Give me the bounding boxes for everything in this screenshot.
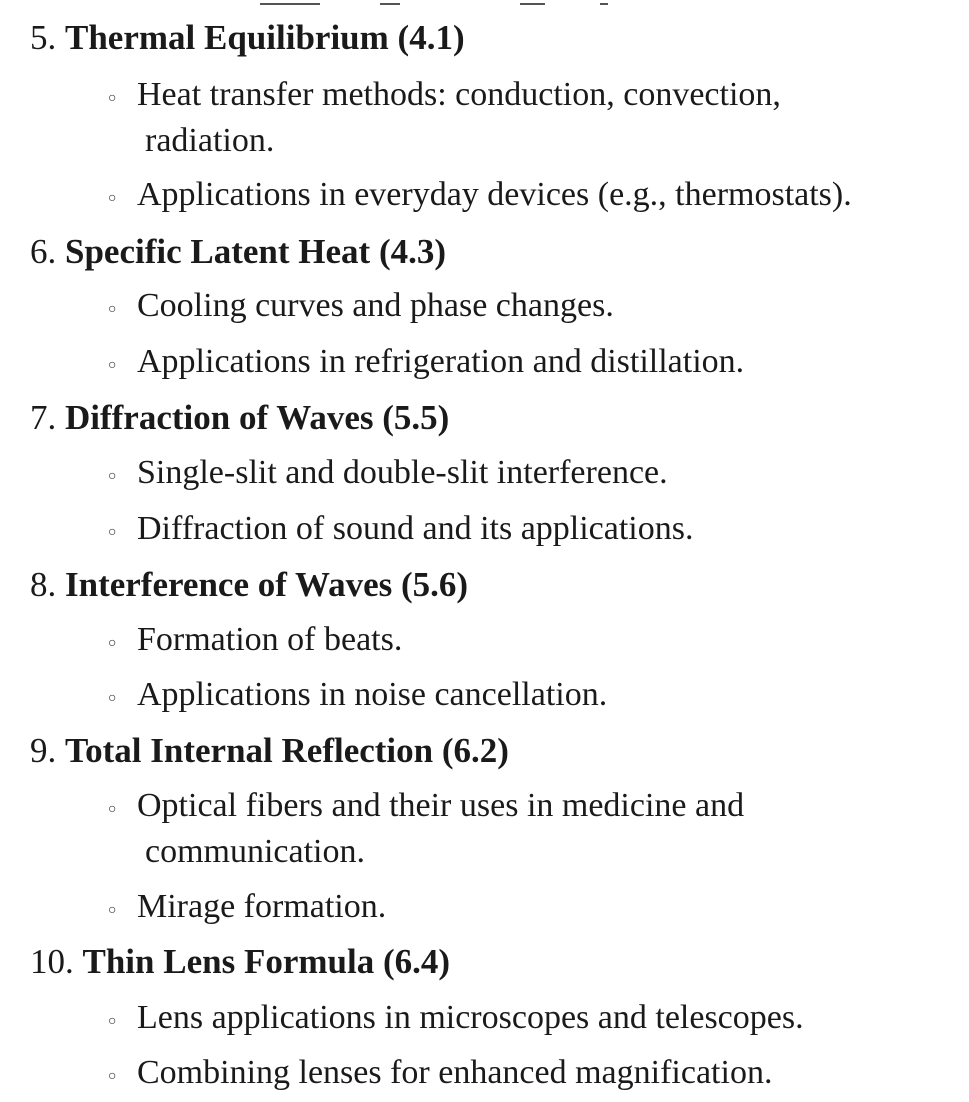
list-item bbox=[108, 339, 744, 389]
section-heading bbox=[30, 232, 446, 272]
list-item bbox=[108, 172, 852, 222]
list-item-text: Single-slit and double-slit interference. bbox=[137, 454, 668, 491]
hollow-bullet-icon: ○ bbox=[108, 469, 117, 484]
hollow-bullet-icon: ○ bbox=[108, 91, 117, 106]
list-item-continuation: radiation. bbox=[145, 122, 275, 159]
hollow-bullet-icon: ○ bbox=[108, 1014, 117, 1029]
hollow-bullet-icon: ○ bbox=[108, 636, 117, 651]
section-title: Thin Lens Formula (6.4) bbox=[82, 942, 451, 981]
section-title: Total Internal Reflection (6.2) bbox=[65, 731, 509, 770]
list-item-text: Applications in noise cancellation. bbox=[137, 676, 608, 713]
list-item-text: Lens applications in microscopes and telescopes. bbox=[137, 999, 804, 1036]
section-number: 8. bbox=[30, 565, 57, 604]
list-item bbox=[108, 995, 804, 1045]
hollow-bullet-icon: ○ bbox=[108, 691, 117, 706]
list-item-text: Combining lenses for enhanced magnification. bbox=[137, 1054, 773, 1091]
list-item-text: Formation of beats. bbox=[137, 621, 403, 658]
section-heading bbox=[30, 398, 449, 438]
list-item-continuation: communication. bbox=[145, 833, 366, 870]
section-number: 10. bbox=[30, 942, 74, 981]
list-item bbox=[108, 283, 614, 333]
section-heading bbox=[30, 942, 450, 982]
list-item bbox=[108, 672, 607, 722]
list-item-text: Cooling curves and phase changes. bbox=[137, 287, 614, 324]
list-item-text: Applications in refrigeration and distillation. bbox=[137, 343, 745, 380]
hollow-bullet-icon: ○ bbox=[108, 302, 117, 317]
list-item-text: Diffraction of sound and its applications. bbox=[137, 510, 694, 547]
list-item-text: Heat transfer methods: conduction, convection, bbox=[137, 76, 781, 113]
section-number: 7. bbox=[30, 398, 57, 437]
hollow-bullet-icon: ○ bbox=[108, 358, 117, 373]
cropped-previous-line bbox=[0, 0, 969, 12]
list-item bbox=[108, 450, 668, 500]
list-item bbox=[108, 506, 693, 556]
hollow-bullet-icon: ○ bbox=[108, 525, 117, 540]
section-heading bbox=[30, 18, 465, 58]
list-item bbox=[108, 884, 386, 934]
section-heading bbox=[30, 731, 509, 771]
hollow-bullet-icon: ○ bbox=[108, 191, 117, 206]
list-item-text: Optical fibers and their uses in medicine and bbox=[137, 787, 745, 824]
list-item-text: Applications in everyday devices (e.g., thermostats). bbox=[137, 176, 852, 213]
hollow-bullet-icon: ○ bbox=[108, 1069, 117, 1084]
section-number: 6. bbox=[30, 232, 57, 271]
hollow-bullet-icon: ○ bbox=[108, 903, 117, 918]
list-item-text: Mirage formation. bbox=[137, 888, 387, 925]
section-title: Diffraction of Waves (5.5) bbox=[65, 398, 450, 437]
list-item bbox=[108, 617, 402, 667]
list-item bbox=[108, 783, 744, 833]
list-item bbox=[108, 72, 781, 122]
section-title: Thermal Equilibrium (4.1) bbox=[65, 18, 465, 57]
hollow-bullet-icon: ○ bbox=[108, 802, 117, 817]
section-heading bbox=[30, 565, 468, 605]
section-number: 5. bbox=[30, 18, 57, 57]
section-title: Interference of Waves (5.6) bbox=[65, 565, 469, 604]
section-title: Specific Latent Heat (4.3) bbox=[65, 232, 447, 271]
section-number: 9. bbox=[30, 731, 57, 770]
list-item bbox=[108, 1050, 772, 1100]
